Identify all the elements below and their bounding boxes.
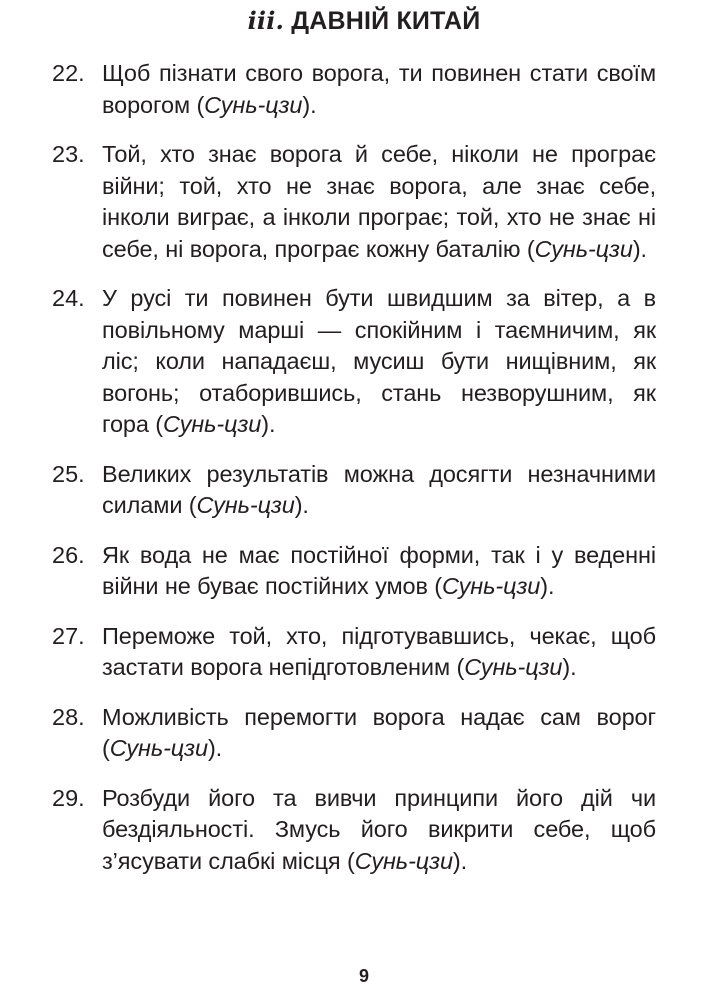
quote-text xyxy=(102,783,656,878)
quote-number: 22. xyxy=(52,60,85,86)
quote-number: 29. xyxy=(52,784,85,811)
quote-number: 28. xyxy=(52,703,85,730)
quote-text xyxy=(102,459,656,522)
list-item xyxy=(52,58,656,121)
quote-text-main: Переможе той, хто, підготувавшись, чекає, щоб застати ворога непідготовленим ( xyxy=(102,622,656,680)
quote-close: ). xyxy=(540,573,555,599)
list-item xyxy=(52,783,656,878)
quote-close: ). xyxy=(632,235,647,262)
chapter-title: ДАВНІЙ КИТАЙ xyxy=(291,7,481,35)
quote-text-main: Той, хто знає ворога й себе, ніколи не програє війни; той, хто не знає ворога, але знає себе, інколи виграє, а інколи програє; той, хто не знає ні себе, ні ворога, програє кожну баталію ( xyxy=(102,141,656,262)
quote-list xyxy=(52,58,656,895)
list-item xyxy=(52,621,656,684)
list-item xyxy=(52,540,656,603)
list-item xyxy=(52,283,656,441)
page-number: 9 xyxy=(358,966,369,986)
quote-author: Сунь-цзи xyxy=(354,847,453,874)
list-item xyxy=(52,139,656,265)
quote-author: Сунь-цзи xyxy=(534,235,633,262)
quote-close: ). xyxy=(452,847,468,874)
quote-number: 26. xyxy=(52,541,85,568)
quote-text xyxy=(102,139,656,265)
quote-close: ). xyxy=(294,492,309,518)
quote-text-main: Великих результатів можна досягти незначними силами ( xyxy=(102,460,656,518)
quote-text-main: Щоб пізнати свого ворога, ти повинен стати своїм ворогом ( xyxy=(102,60,656,118)
quote-close: ). xyxy=(302,91,317,118)
quote-author: Сунь-цзи xyxy=(196,492,295,518)
quote-author: Сунь-цзи xyxy=(442,573,541,599)
quote-text xyxy=(102,702,656,765)
quote-number: 23. xyxy=(52,141,85,167)
quote-author: Сунь-цзи xyxy=(109,735,208,761)
quote-close: ). xyxy=(207,735,223,761)
quote-text-main: Розбуди його та вивчи принципи його дій чи бездіяльності. Змусь його викрити себе, щоб з’ясувати слабкі місця ( xyxy=(102,784,656,874)
quote-close: ). xyxy=(261,411,276,437)
quote-text xyxy=(102,540,656,603)
quote-text-main: Як вода не має постійної форми, так і у веденні війни не буває постійних умов ( xyxy=(102,541,656,599)
chapter-mark: ііі. xyxy=(247,6,285,35)
quote-text xyxy=(102,58,656,121)
quote-number: 25. xyxy=(52,460,85,487)
page-title xyxy=(0,6,728,36)
quote-text-main: У русі ти повинен бути швидшим за вітер, а в повільному марші — спокійним і таємничим, як ліс; коли нападаєш, мусиш бути нищівним, як вогонь; отаборившись, стань незворушним, як гора ( xyxy=(102,285,656,437)
list-item xyxy=(52,459,656,522)
quote-author: Сунь-цзи xyxy=(464,654,563,680)
quote-text-main: Можливість перемогти ворога надає сам ворог ( xyxy=(102,703,656,761)
quote-text xyxy=(102,621,656,684)
quote-number: 27. xyxy=(52,622,85,649)
quote-author: Сунь-цзи xyxy=(163,411,262,437)
quote-text xyxy=(102,283,656,441)
quote-close: ). xyxy=(562,654,577,680)
quote-author: Сунь-цзи xyxy=(204,91,303,118)
quote-number: 24. xyxy=(52,285,85,311)
list-item xyxy=(52,702,656,765)
